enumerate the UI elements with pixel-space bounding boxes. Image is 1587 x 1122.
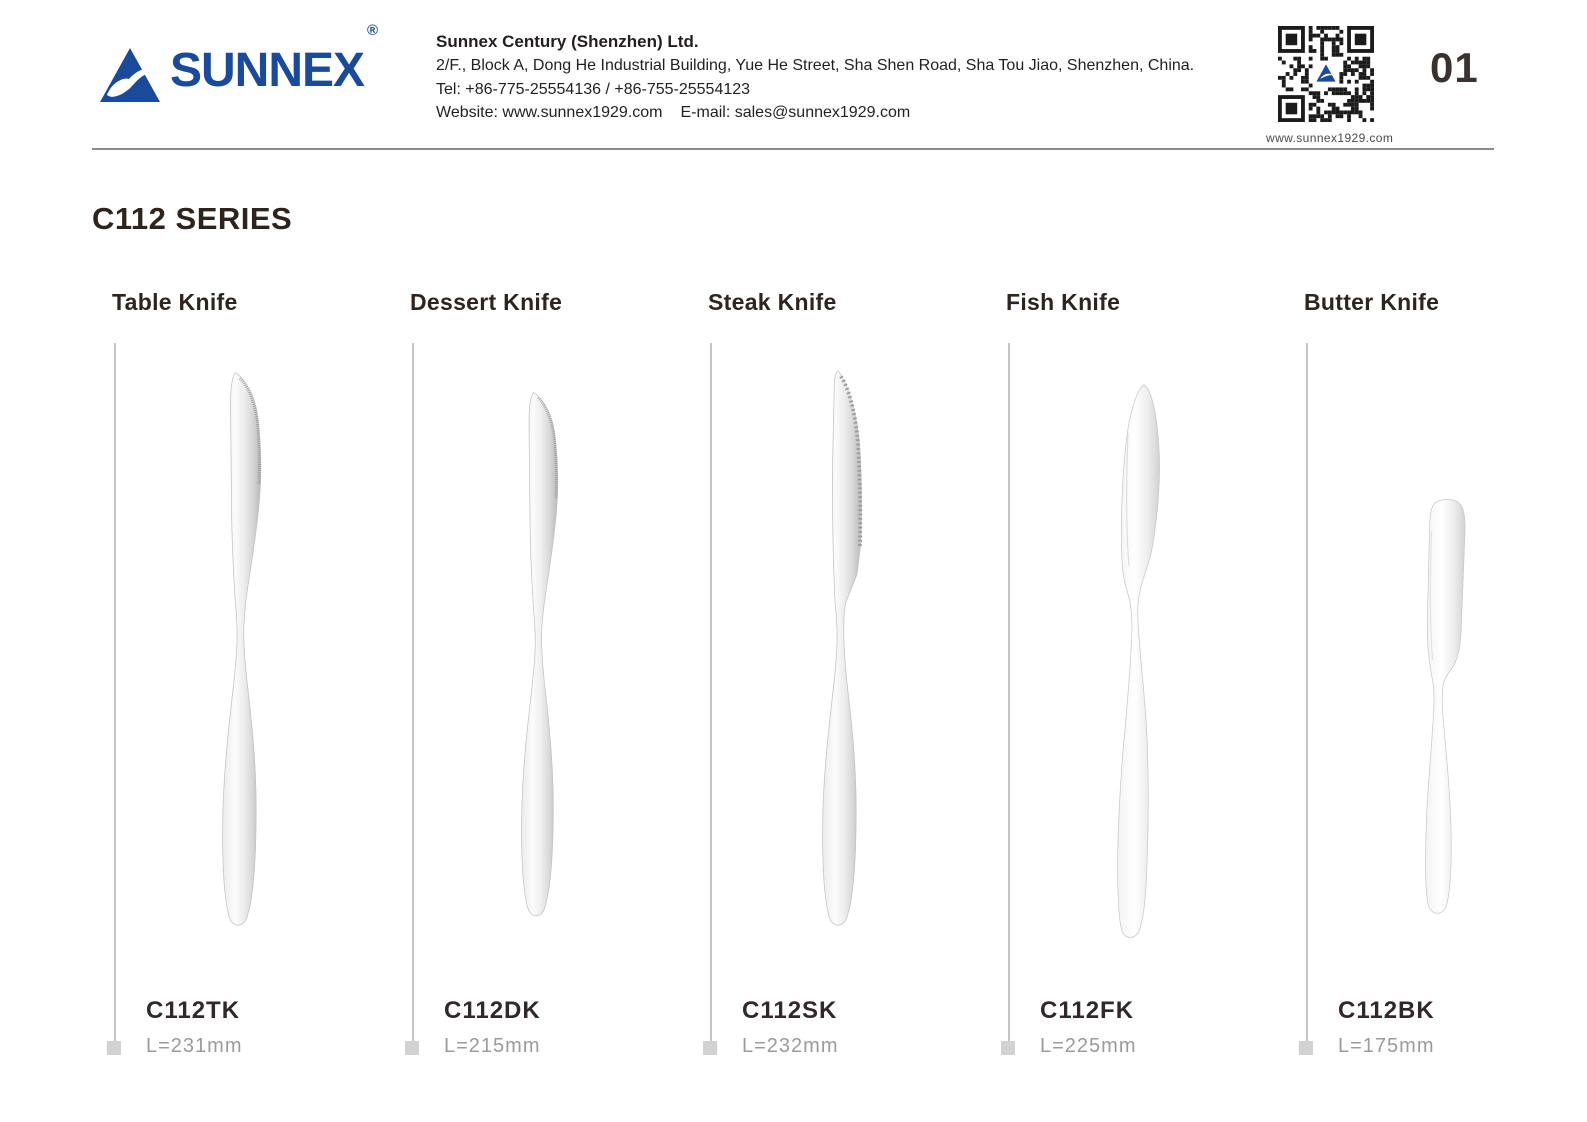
product-column-fish-knife: [986, 285, 1284, 1075]
steak-knife-image: [802, 363, 897, 941]
product-length: L=175mm: [1338, 1035, 1435, 1057]
bullet-square: [1001, 1041, 1015, 1055]
column-rule: [114, 343, 116, 1049]
product-name: Fish Knife: [1006, 289, 1121, 315]
product-name: Steak Knife: [708, 289, 837, 315]
product-column-table-knife: [92, 285, 390, 1075]
column-rule: [1008, 343, 1010, 1049]
product-column-dessert-knife: [390, 285, 688, 1075]
brand-logo: [98, 22, 379, 104]
column-rule: [710, 343, 712, 1049]
company-address: 2/F., Block A, Dong He Industrial Building, Yue He Street, Sha Shen Road, Sha Tou Jiao, Shenzhen, China.: [436, 57, 1195, 75]
product-length: L=225mm: [1040, 1035, 1137, 1057]
company-website: Website: www.sunnex1929.com: [436, 103, 663, 121]
company-name: Sunnex Century (Shenzhen) Ltd.: [436, 32, 699, 51]
page-number: 01: [1430, 44, 1479, 91]
bullet-square: [405, 1041, 419, 1055]
product-length: L=232mm: [742, 1035, 839, 1057]
registered-mark: ®: [367, 22, 379, 39]
logo-text: SUNNEX: [170, 44, 365, 97]
bullet-square: [107, 1041, 121, 1055]
bullet-square: [703, 1041, 717, 1055]
butter-knife-image: [1404, 485, 1496, 945]
company-email: E-mail: sales@sunnex1929.com: [680, 103, 911, 121]
product-length: L=231mm: [146, 1035, 243, 1057]
column-rule: [1306, 343, 1308, 1049]
product-column-butter-knife: [1284, 285, 1582, 1075]
product-column-steak-knife: [688, 285, 986, 1075]
company-info: [436, 30, 1196, 124]
product-code: C112SK: [742, 997, 838, 1024]
dessert-knife-image: [502, 381, 592, 933]
qr-code-icon: [1278, 26, 1374, 122]
product-code: C112FK: [1040, 997, 1135, 1024]
table-knife-image: [202, 367, 297, 937]
product-code: C112DK: [444, 997, 541, 1024]
product-code: C112BK: [1338, 997, 1435, 1024]
column-rule: [412, 343, 414, 1049]
qr-caption: www.sunnex1929.com: [1266, 131, 1394, 145]
fish-knife-image: [1094, 377, 1194, 943]
product-code: C112TK: [146, 997, 241, 1024]
product-grid: [92, 285, 1582, 1075]
header-divider: [92, 148, 1494, 150]
product-length: L=215mm: [444, 1035, 541, 1057]
product-name: Dessert Knife: [410, 289, 563, 315]
product-name: Table Knife: [112, 289, 238, 315]
triangle-swoosh-icon: [98, 46, 162, 104]
bullet-square: [1299, 1041, 1313, 1055]
qr-block: [1266, 26, 1394, 145]
company-tel: Tel: +86-775-25554136 / +86-755-25554123: [436, 80, 751, 98]
company-web-email: [436, 101, 1196, 124]
series-title: C112 SERIES: [92, 201, 293, 236]
product-name: Butter Knife: [1304, 289, 1440, 315]
